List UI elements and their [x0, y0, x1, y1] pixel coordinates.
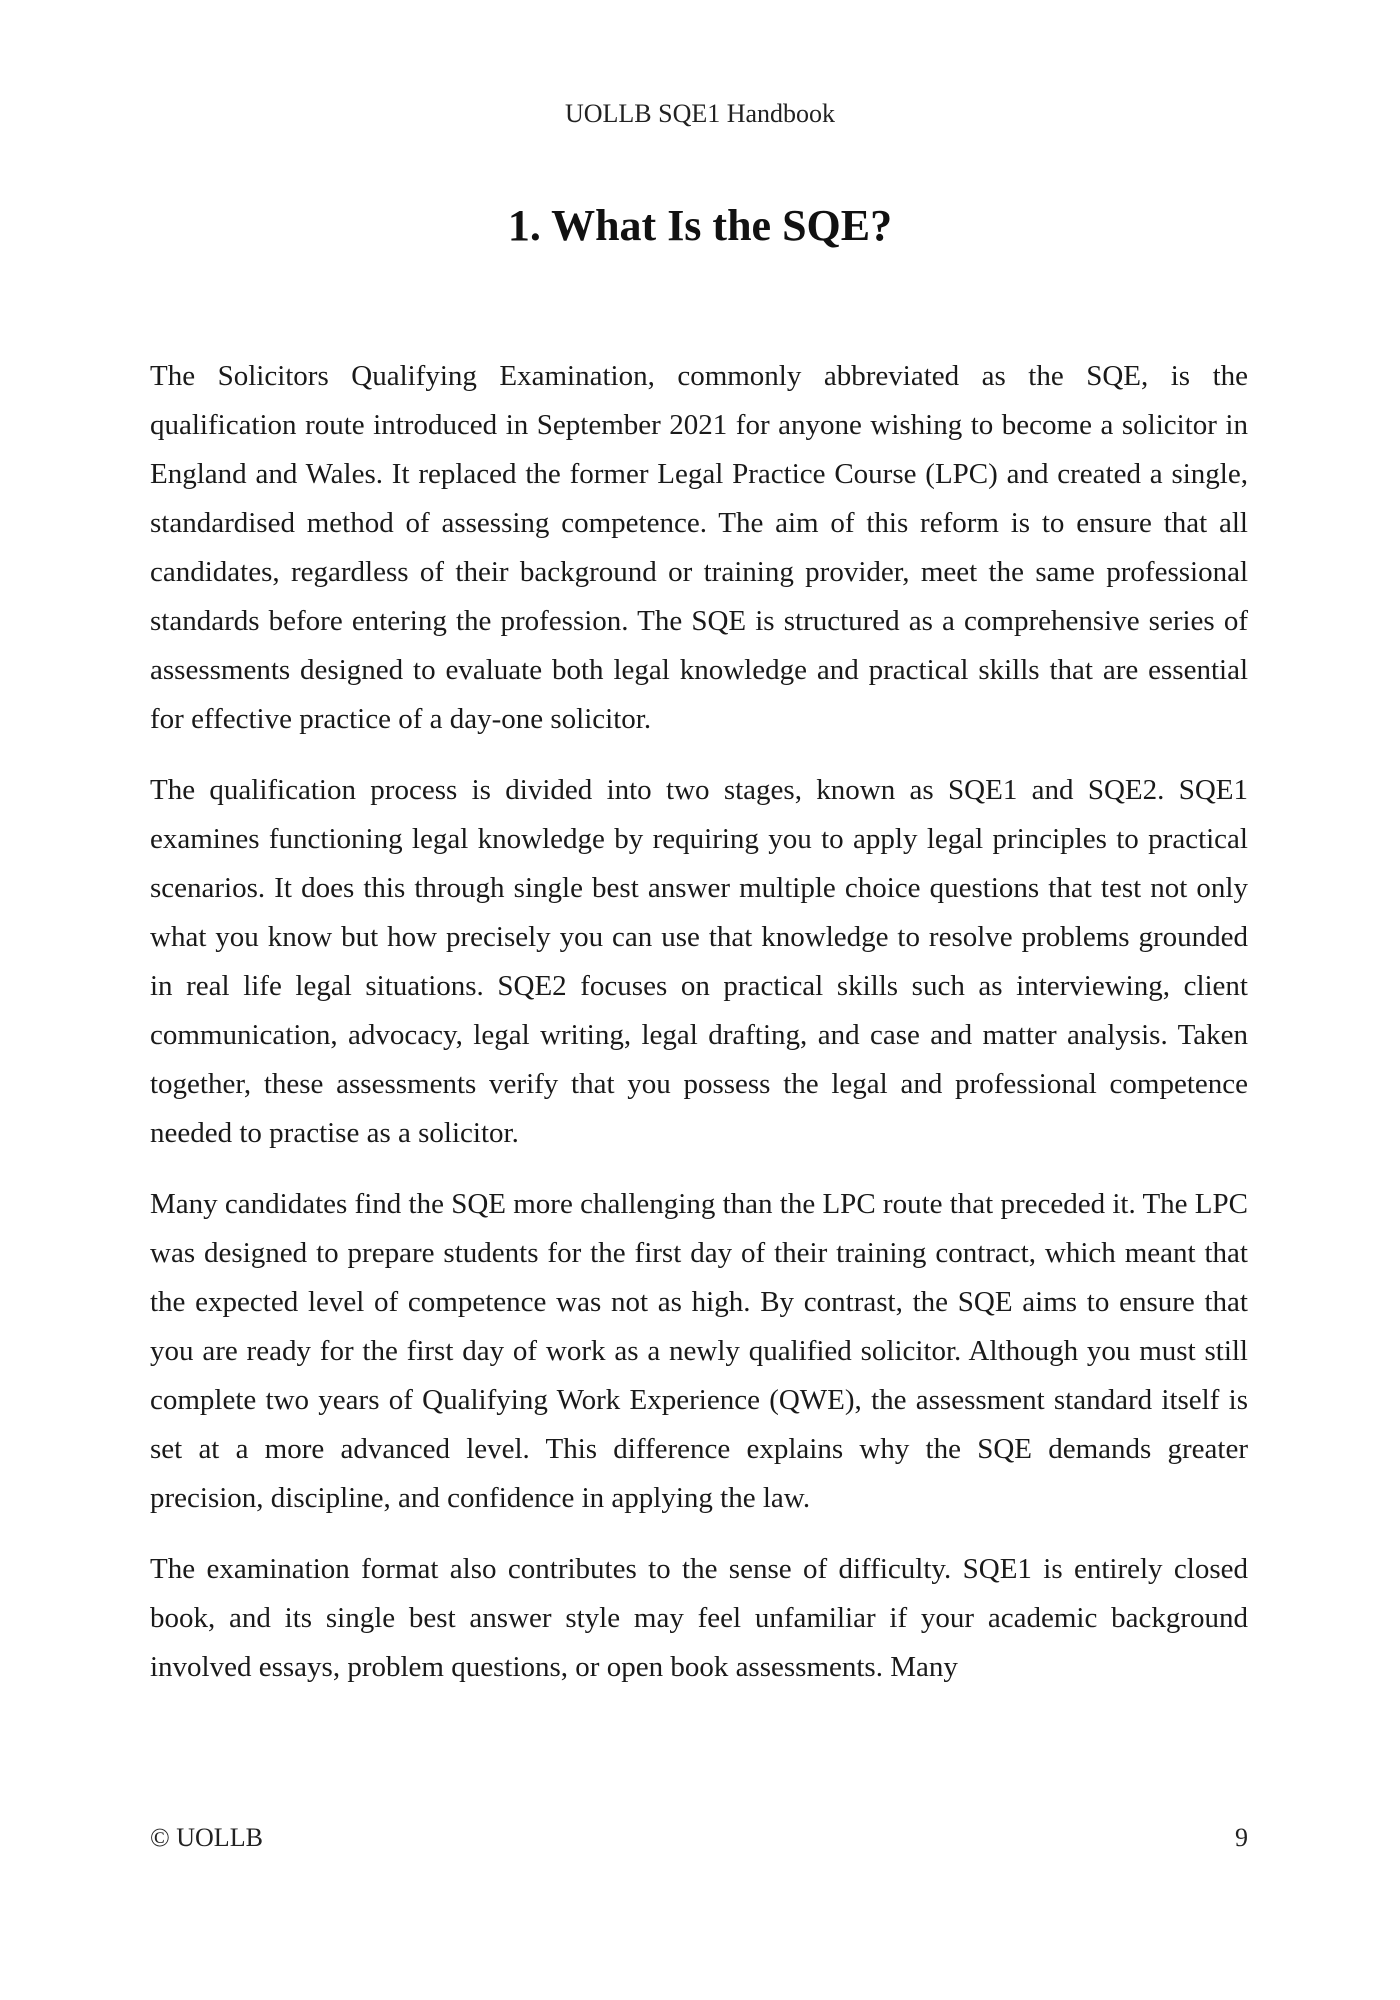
paragraph-3: Many candidates find the SQE more challenging than the LPC route that preceded it. The LPC was designed to prepare students for the first day of their training contract, which meant that the expected level of competence was not as high. By contrast, the SQE aims to ensure that you are ready for the first day of work as a newly qualified solicitor. Although you must still complete two years of Qualifying Work Experience (QWE), the assessment standard itself is set at a more advanced level. This difference explains why the SQE demands greater precision, discipline, and confidence in applying the law. — [150, 1188, 1248, 1514]
page-number: 9 — [1235, 1823, 1248, 1852]
paragraph-1: The Solicitors Qualifying Examination, commonly abbreviated as the SQE, is the qualification route introduced in September 2021 for anyone wishing to become a solicitor in England and Wales. It replaced the former Legal Practice Course (LPC) and created a single, standardised method of assessing competence. The aim of this reform is to ensure that all candidates, regardless of their background or training provider, meet the same professional standards before entering the profession. The SQE is structured as a comprehensive series of assessments designed to evaluate both legal knowledge and practical skills that are essential for effective practice of a day-one solicitor. — [150, 360, 1248, 735]
paragraph-4: The examination format also contributes to the sense of difficulty. SQE1 is entirely closed book, and its single best answer style may feel unfamiliar if your academic background involved essays, problem questions, or open book assessments. Many — [150, 1553, 1248, 1683]
footer-copyright: © UOLLB — [150, 1823, 263, 1852]
running-header: UOLLB SQE1 Handbook — [564, 99, 836, 128]
paragraph-2: The qualification process is divided into two stages, known as SQE1 and SQE2. SQE1 examines functioning legal knowledge by requiring you to apply legal principles to practical scenarios. It does this through single best answer multiple choice questions that test not only what you know but how precisely you can use that knowledge to resolve problems grounded in real life legal situations. SQE2 focuses on practical skills such as interviewing, client communication, advocacy, legal writing, legal drafting, and case and matter analysis. Taken together, these assessments verify that you possess the legal and professional competence needed to practise as a solicitor. — [150, 774, 1248, 1149]
body-text — [150, 352, 1248, 1714]
chapter-title: 1. What Is the SQE? — [507, 201, 893, 250]
